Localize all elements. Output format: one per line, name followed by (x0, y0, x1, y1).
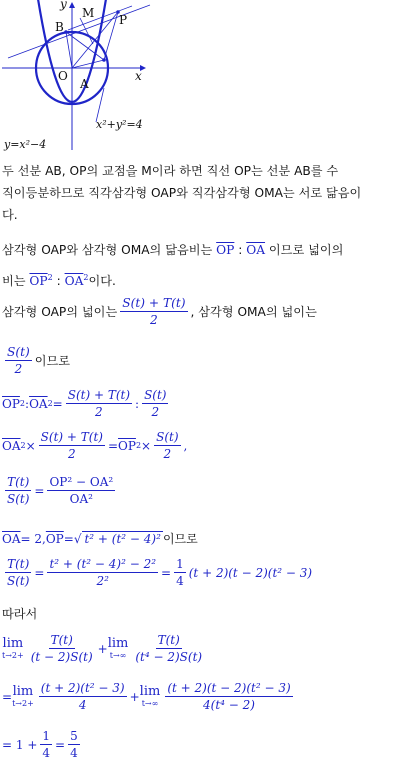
paragraph-2: 직이등분하므로 직각삼각형 OAP와 직각삼각형 OMA는 서로 닮음이 (2, 186, 362, 200)
equation-4: $\overline{OA}$ = 2, $\overline{OP}$ = √ t² + (t² − 4)² 이므로 (2, 531, 198, 546)
p5-oa: $\overline{OA}$ (64, 274, 84, 289)
p7-fraction: $\frac{S(t)}{2}$ (7, 345, 30, 376)
paragraph-4 (2, 240, 398, 260)
segment-m (80, 18, 93, 44)
p5-op: $\overline{OP}$ (29, 274, 48, 289)
point-a (102, 58, 106, 62)
segment-op (72, 12, 118, 68)
y-axis-arrow-icon (69, 2, 75, 8)
equation-1: $\overline{OP}$ 2 : $\overline{OA}$ 2 = $\frac{S(t) + T(t)}{2}$ : $\frac{S(t)}{2}$ (2, 388, 167, 419)
p6-tail: , 삼각형 OMA의 넓이는 (190, 304, 317, 319)
label-m: M (82, 6, 95, 20)
parabola-label: y=x²−4 (4, 138, 47, 151)
segment-oa (72, 60, 104, 68)
equation-2: $\overline{OA}$ 2 × $\frac{S(t) + T(t)}{2}$ = $\overline{OP}$ 2 × $\frac{S(t)}{2}$ , (2, 430, 188, 461)
figure (0, 0, 160, 158)
p4-tail: 이므로 넓이의 (265, 243, 344, 257)
p4-colon: : (234, 243, 247, 257)
paragraph-5 (2, 268, 398, 291)
paragraph-6 (2, 296, 398, 327)
p4-oa: $\overline{OA}$ (246, 243, 266, 257)
p6-text: 삼각형 OAP의 넓이는 (2, 304, 118, 319)
label-p: P (119, 13, 128, 27)
p4-text: 삼각형 OAP와 삼각형 OMA의 닮음비는 (2, 243, 217, 257)
label-x: x (135, 69, 142, 83)
equation-6: lim t→2+ $\frac{T(t)}{(t - 2)S(t)}$ + lim t→∞ $\frac{T(t)}{\text{(t⁴ − 2)S(t)}}$ (2, 633, 203, 664)
paragraph-3: 다. (2, 208, 18, 222)
label-a: A (80, 77, 89, 91)
equation-7: = lim t→2+ $\frac{\text{(t + 2)(t² − 3)}}{4}$ + lim t→∞ $\frac{\text{(t + 2)(t − 2)(t² − 3)}}{\text{4(t⁴ − 2)}}$ (2, 681, 291, 712)
tangent-line (8, 5, 150, 58)
label-b: B (55, 20, 64, 34)
p6-fraction: $\frac{S(t) + T(t)}{2}$ (122, 296, 186, 327)
graph-svg (0, 0, 160, 158)
p5-exp2: 2 (83, 273, 89, 282)
equation-5: $\frac{T(t)}{S(t)}$ = $\frac{\text{t² + (t² − 4)² − 2²}}{\text{2²}}$ = $\frac{1}{4}$ (t + 2)(t − 2)(t² − 3) (7, 557, 313, 588)
paragraph-1: 두 선분 AB, OP의 교점을 M이라 하면 직선 OP는 선분 AB를 수 (2, 164, 339, 178)
p7-tail: 이므로 (34, 353, 71, 368)
circle-label: x²+y²=4 (96, 118, 143, 131)
point-b (64, 30, 68, 34)
segment-ob (66, 32, 72, 68)
equation-3: $\frac{T(t)}{S(t)}$ = $\frac{\text{OP² − OA²}}{\text{OA²}}$ (7, 475, 114, 506)
p5-exp1: 2 (47, 273, 53, 282)
equation-8: = 1 + $\frac{1}{4}$ = $\frac{5}{4}$ (2, 729, 78, 760)
paragraph-7 (2, 345, 398, 376)
label-y: y (60, 0, 67, 11)
paragraph-8: 따라서 (2, 607, 38, 621)
p5-text: 비는 (2, 274, 30, 289)
label-o: O (58, 69, 68, 83)
p5-colon: : (52, 274, 65, 289)
p4-op: $\overline{OP}$ (216, 243, 235, 257)
p5-tail: 이다. (88, 274, 116, 289)
